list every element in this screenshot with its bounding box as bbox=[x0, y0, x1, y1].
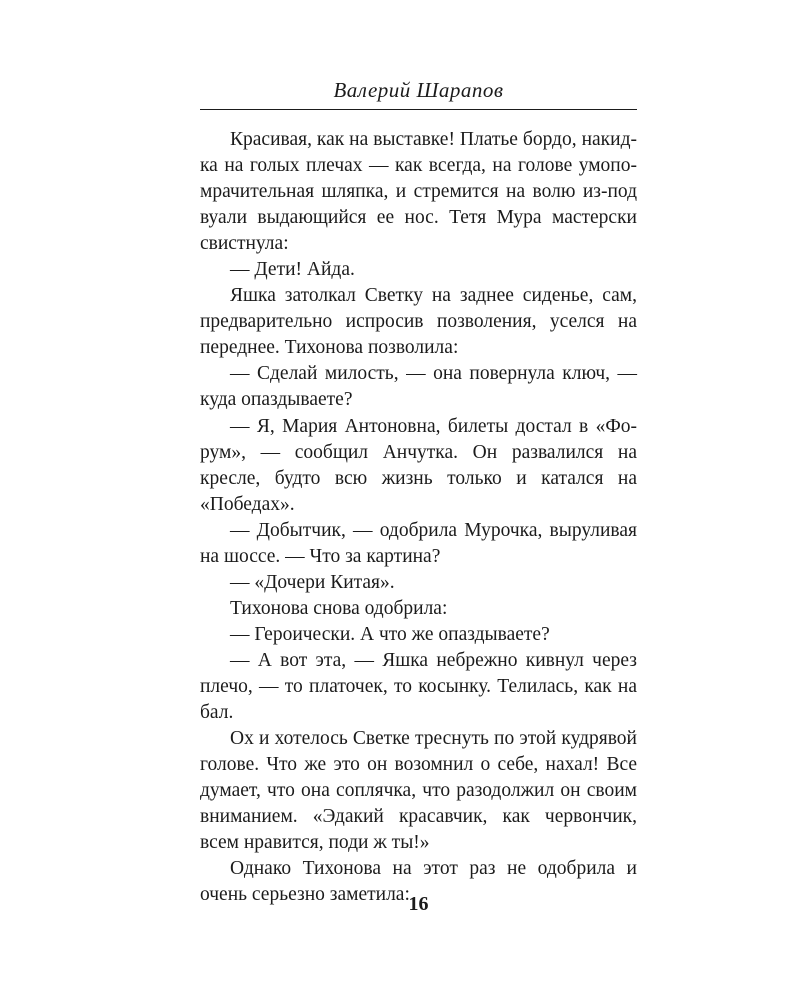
paragraph: Тихонова снова одобрила: bbox=[230, 597, 448, 619]
paragraph: Однако Тихонова на этот раз не одобрила и очень серьезно заметила: bbox=[200, 858, 637, 906]
page-number: 16 bbox=[408, 893, 429, 915]
paragraph: — А вот эта, — Яшка небрежно кивнул через плечо, — то платочек, то косынку. Телилась, как на бал. bbox=[200, 649, 637, 724]
paragraph: Красивая, как на выставке! Платье бордо, накидка на голых плечах — как всегда, на голове умопомрачительная шляпка, и стремится на волю из-под вуали выдающийся ее нос. Тетя Мура мастерски свистнула: bbox=[200, 129, 637, 255]
paragraph: — Героически. А что же опаздываете? bbox=[230, 623, 550, 645]
paragraph: — Сделай милость, — она повернула ключ, — куда опаздываете? bbox=[200, 363, 637, 411]
paragraph: — Дети! Айда. bbox=[230, 259, 355, 281]
running-head-author: Валерий Шарапов bbox=[333, 78, 504, 102]
paragraph: Ох и хотелось Светке треснуть по этой кудрявой голове. Что же это он возомнил о себе, нахал! Все думает, что она соплячка, что разодолжил он своим вниманием. «Эдакий красавчик, как червончик, всем нравится, поди ж ты!» bbox=[200, 728, 637, 854]
paragraph: — Я, Мария Антоновна, билеты достал в «Форум», — сообщил Анчутка. Он развалился на кресле, будто всю жизнь только и катался на «Победах». bbox=[200, 415, 637, 515]
paragraph: — «Дочери Китая». bbox=[230, 571, 395, 593]
text-block bbox=[200, 127, 637, 908]
header-rule bbox=[200, 109, 637, 110]
paragraph: Яшка затолкал Светку на заднее сиденье, сам, предварительно испросив позволения, уселся на переднее. Тихонова позволила: bbox=[200, 285, 637, 359]
paragraph: — Добытчик, — одобрила Мурочка, выруливая на шоссе. — Что за картина? bbox=[200, 519, 637, 567]
